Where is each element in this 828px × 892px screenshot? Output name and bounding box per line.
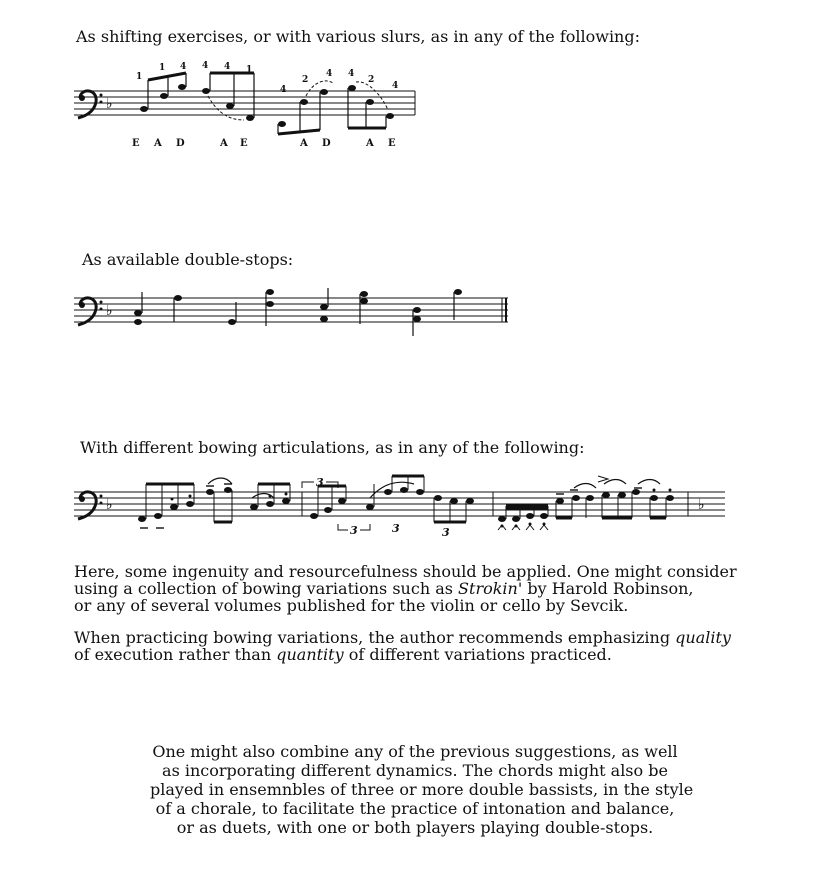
paragraph-quality (74, 629, 731, 663)
tuplet-label-2: 3 (350, 524, 358, 537)
music-example-bowing (70, 470, 730, 542)
book-title: Strokin' (458, 579, 523, 598)
paragraph-line: as incorporating different dynamics. The chords might also be (162, 761, 668, 780)
paragraph-line (74, 646, 731, 663)
paragraph-line (74, 580, 737, 597)
string-label-9: E (388, 138, 396, 149)
text-segment: using a collection of bowing variations such as (74, 579, 459, 598)
paragraph-line: played in ensemnbles of three or more double bassists, in the style (150, 780, 694, 799)
paragraph-bowing-resources (74, 563, 737, 614)
fingering-3: 4 (180, 62, 187, 72)
paragraph-combinations (150, 742, 694, 837)
caption-bowing: With different bowing articulations, as in any of the following: (80, 438, 585, 457)
fingering-5: 4 (224, 62, 231, 72)
flat-sign-icon: ♭ (106, 96, 113, 112)
fingering-9: 4 (326, 69, 333, 79)
caption-double-stops: As available double-stops: (82, 250, 294, 269)
paragraph-line (74, 629, 731, 646)
paragraph-line: One might also combine any of the previous suggestions, as well (152, 742, 678, 761)
fingering-12: 4 (392, 81, 399, 91)
tuplet-label-3: 3 (392, 522, 400, 535)
flat-sign-icon: ♭ (698, 497, 705, 513)
paragraph-line: or any of several volumes published for the violin or cello by Sevcik. (74, 596, 629, 615)
fingering-11: 2 (368, 75, 375, 85)
emphasis-quality: quality (675, 628, 731, 647)
text-segment: by Harold Robinson, (522, 579, 694, 598)
text-segment: When practicing bowing variations, the author recommends emphasizing (74, 628, 676, 647)
bass-clef-icon (78, 298, 103, 325)
fingering-8: 2 (302, 75, 309, 85)
string-label-3: D (176, 138, 185, 149)
tuplet-label-4: 3 (442, 526, 450, 539)
text-segment: of different variations practiced. (343, 645, 612, 664)
fingering-2: 1 (159, 63, 166, 73)
flat-sign-icon: ♭ (106, 303, 113, 319)
tuplet-label-1: 3 (316, 476, 324, 489)
music-example-double-stops (70, 280, 520, 350)
emphasis-quantity: quantity (276, 645, 344, 664)
fingering-4: 4 (202, 61, 209, 71)
paragraph-line: Here, some ingenuity and resourcefulness should be applied. One might consider (74, 562, 737, 581)
paragraph-line: or as duets, with one or both players playing double-stops. (176, 818, 654, 837)
string-label-2: A (154, 138, 162, 149)
paragraph-line: of a chorale, to facilitate the practice of intonation and balance, (155, 799, 675, 818)
bass-clef-icon (78, 492, 103, 519)
fingering-1: 1 (136, 72, 143, 82)
text-segment: of execution rather than (74, 645, 277, 664)
flat-sign-icon: ♭ (106, 497, 113, 513)
fingering-6: 1 (246, 65, 253, 75)
fingering-10: 4 (348, 69, 355, 79)
fingering-7: 4 (280, 85, 287, 95)
bass-clef-icon (78, 91, 103, 118)
string-label-8: A (366, 138, 374, 149)
string-label-5: E (240, 138, 248, 149)
music-example-shifting (70, 58, 430, 158)
caption-shifting: As shifting exercises, or with various slurs, as in any of the following: (76, 27, 640, 46)
string-label-1: E (132, 138, 140, 149)
string-label-6: A (300, 138, 308, 149)
string-label-4: A (220, 138, 228, 149)
string-label-7: D (322, 138, 331, 149)
